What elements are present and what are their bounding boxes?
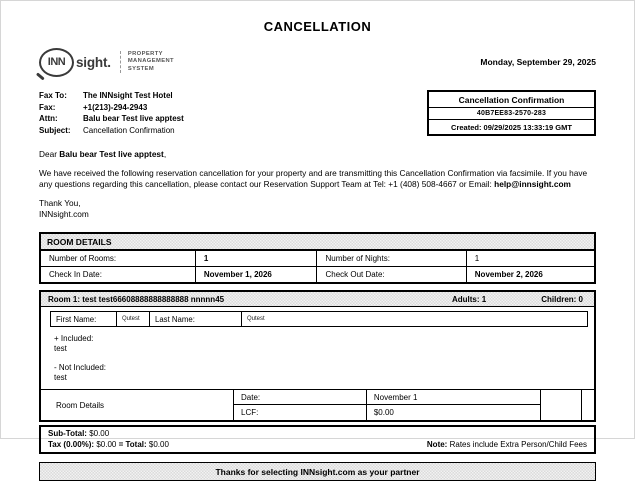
subject-label: Subject: [39,125,71,135]
adults-value: 1 [481,294,487,304]
spacer [54,354,594,363]
header-row [39,44,596,80]
rates-label-column [234,390,367,420]
room1-header [41,292,594,307]
rates-note [427,440,587,451]
tagline-line: MANAGEMENT [127,58,174,65]
letter-closing [39,198,596,219]
innsight-logo [39,48,174,77]
table-row [41,251,594,266]
fax-number-value: +1(213)-294-2943 [83,102,148,112]
lcf-label: LCF: [241,408,259,417]
number-of-rooms-value: 1 [196,251,318,266]
closing-line: Thank You, [39,198,81,208]
included-section [54,334,594,383]
empty-rate-cell [541,390,582,420]
fax-to-value: The INNsight Test Hotel [83,91,173,100]
confirmation-box [427,90,596,136]
confirmation-number: 40B7EE83-2570-283 [429,108,594,120]
greeting-line [39,149,596,159]
room-rates-row [41,389,594,420]
fax-confirmation-row [39,90,596,136]
subject-row [39,125,184,137]
totals-left [48,429,169,450]
confirmation-box-title: Cancellation Confirmation [429,92,594,108]
guest-name-row [50,311,588,327]
room1-title: Room 1: test test66608888888888888 nnnnn45 [48,294,225,304]
room-details-header: ROOM DETAILS [41,234,594,251]
not-included-label: - Not Included: [54,363,107,372]
last-name-value: Qutest [247,316,265,322]
subtotal-line [48,429,169,440]
number-of-nights-label: Number of Nights: [317,251,466,266]
logo-inn-text: INN [47,56,66,68]
confirmation-created-timestamp: Created: 09/29/2025 13:33:19 GMT [451,122,572,132]
tagline-line: PROPERTY [127,50,163,57]
first-name-label: First Name: [51,312,117,326]
first-name-value: Qutest [117,312,150,326]
attn-value: Balu bear Test live apptest [83,114,184,123]
tagline-line: SYSTEM [127,65,155,72]
included-value: test [54,344,67,353]
logo-sight-text: sight. [76,54,111,70]
greeting-name: Balu bear Test live apptest [59,149,164,159]
attn-label: Attn: [39,114,58,123]
room-details-row-label: Room Details [56,400,105,410]
support-email: help@innsight.com [494,178,571,189]
check-in-date-value: November 1, 2026 [196,267,318,282]
adults-count [452,295,486,304]
date-value: November 1 [367,390,540,405]
rates-value-column [367,390,541,420]
magnifier-logo-icon [39,48,74,77]
fax-to-label: Fax To: [39,91,67,100]
last-name-label: Last Name: [150,312,242,326]
fax-to-row [39,90,184,102]
number-of-rooms-label: Number of Rooms: [41,251,196,266]
tax-total-line [48,440,169,451]
date-label: Date: [234,390,366,405]
greeting-prefix: Dear [39,149,60,159]
fax-number-label: Fax: [39,102,56,112]
closing-line: INNsight.com [39,208,89,219]
page-title: CANCELLATION [263,19,372,34]
subtotal-label: Sub-Total: [48,429,87,438]
room1-section [39,290,596,422]
totals-section [39,425,596,454]
not-included-value: test [54,373,67,382]
subtotal-value: $0.00 [89,429,110,438]
check-in-date-label: Check In Date: [41,267,196,282]
total-value: $0.00 [148,439,169,449]
rates-nested-table [233,390,582,420]
document-date: Monday, September 29, 2025 [480,57,596,67]
total-label: = Total: [118,439,147,449]
tax-label: Tax (0.00%): [48,439,95,449]
letter-body [39,168,596,189]
note-text: Rates include Extra Person/Child Fees [449,439,587,449]
room-details-table [39,232,596,284]
spacer [582,390,594,420]
logo-tagline [120,51,174,74]
included-label: + Included: [54,334,94,343]
lcf-value: $0.00 [373,408,394,417]
greeting-suffix: , [163,149,167,159]
footer-banner: Thanks for selecting INNsight.com as your partner [39,462,596,481]
fax-details [39,90,184,136]
room1-occupancy [452,295,587,304]
note-label: Note: [426,439,448,449]
check-out-date-value: November 2, 2026 [474,270,543,279]
table-row [41,266,594,282]
adults-label: Adults: [451,294,480,304]
subject-value: Cancellation Confirmation [83,125,175,135]
letter-body-text: We have received the following reservation cancellation for your property and are transmitting this Cancellation Confirmation via facsimile. If you have any questions regarding this cancellation, please contact our Reservation Support Team at Tel: +1 (408) 508-4667 or Email: [39,168,588,189]
children-label: Children: [541,294,577,304]
check-out-date-label: Check Out Date: [317,267,466,282]
attn-row [39,113,184,125]
children-count [541,295,583,304]
tax-value: $0.00 [96,439,117,449]
children-value: 0 [578,294,583,304]
cancellation-document [1,1,634,481]
number-of-nights-value: 1 [474,254,480,263]
fax-number-row [39,102,184,114]
